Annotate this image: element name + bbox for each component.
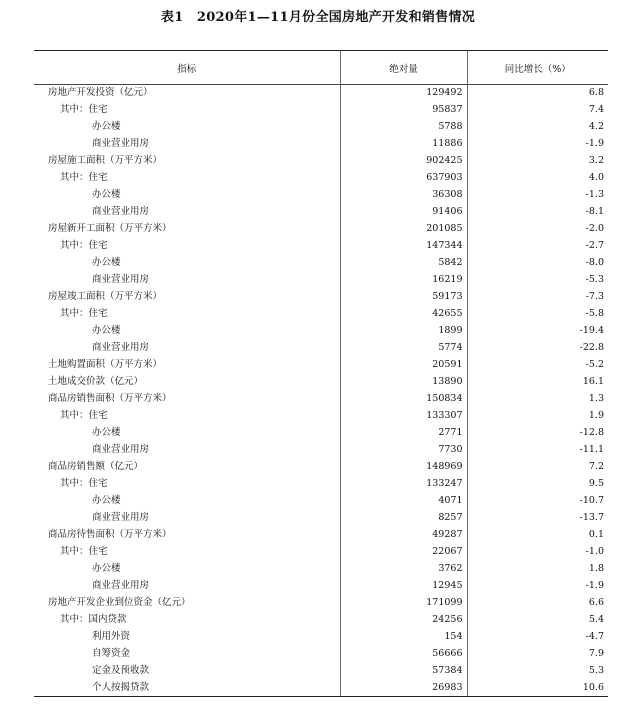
table-row [34,493,608,510]
row-growth-value: 1.9 [467,408,608,425]
table-row [34,629,608,646]
row-absolute-value: 637903 [340,170,467,187]
row-label: 其中：国内贷款 [60,614,127,625]
row-label: 其中：住宅 [60,410,108,421]
real-estate-table [34,50,608,697]
table-row [34,476,608,493]
row-growth-value: 5.3 [467,663,608,680]
table-row [34,170,608,187]
row-growth-value: 9.5 [467,476,608,493]
row-growth-value: -1.0 [467,544,608,561]
row-absolute-value: 7730 [340,442,467,459]
row-label: 房地产开发企业到位资金（亿元） [48,597,191,608]
row-growth-value: 6.8 [467,85,608,102]
row-absolute-value: 129492 [340,85,467,102]
row-absolute-value: 57384 [340,663,467,680]
table-row [34,204,608,221]
table-row [34,391,608,408]
row-growth-value: -10.7 [467,493,608,510]
row-label: 商业营业用房 [92,206,150,217]
row-label: 土地购置面积（万平方米） [48,359,163,370]
row-label: 商业营业用房 [92,138,150,149]
row-label: 办公楼 [92,495,121,506]
row-label: 其中：住宅 [60,546,108,557]
row-absolute-value: 902425 [340,153,467,170]
row-absolute-value: 20591 [340,357,467,374]
row-absolute-value: 36308 [340,187,467,204]
row-growth-value: -12.8 [467,425,608,442]
row-growth-value: -22.8 [467,340,608,357]
row-growth-value: 5.4 [467,612,608,629]
table-row [34,357,608,374]
table-header-row [34,51,608,85]
row-absolute-value: 49287 [340,527,467,544]
row-label: 办公楼 [92,563,121,574]
row-absolute-value: 2771 [340,425,467,442]
row-absolute-value: 147344 [340,238,467,255]
table-row [34,323,608,340]
table-row [34,85,608,102]
row-growth-value: -1.9 [467,578,608,595]
row-growth-value: -8.0 [467,255,608,272]
row-growth-value: 7.9 [467,646,608,663]
table-row [34,102,608,119]
header-absolute: 绝对量 [340,51,467,85]
table-row [34,119,608,136]
row-absolute-value: 8257 [340,510,467,527]
row-absolute-value: 5842 [340,255,467,272]
table-row [34,527,608,544]
row-absolute-value: 42655 [340,306,467,323]
row-absolute-value: 201085 [340,221,467,238]
row-absolute-value: 1899 [340,323,467,340]
row-growth-value: 7.4 [467,102,608,119]
row-growth-value: 1.8 [467,561,608,578]
table-body [34,85,608,697]
row-absolute-value: 11886 [340,136,467,153]
header-indicator: 指标 [34,51,340,85]
row-absolute-value: 3762 [340,561,467,578]
row-absolute-value: 26983 [340,680,467,697]
row-growth-value: -2.0 [467,221,608,238]
row-growth-value: -5.8 [467,306,608,323]
row-label: 房地产开发投资（亿元） [48,87,153,99]
row-absolute-value: 16219 [340,272,467,289]
row-growth-value: 7.2 [467,459,608,476]
table-row [34,595,608,612]
row-absolute-value: 13890 [340,374,467,391]
row-growth-value: 4.2 [467,119,608,136]
table-row [34,578,608,595]
table-row [34,442,608,459]
table-row [34,255,608,272]
table-row [34,374,608,391]
table-row [34,544,608,561]
row-growth-value: 1.3 [467,391,608,408]
row-label: 利用外资 [92,631,131,642]
row-growth-value: -19.4 [467,323,608,340]
row-absolute-value: 150834 [340,391,467,408]
table-row [34,272,608,289]
row-label: 办公楼 [92,189,121,200]
table-row [34,153,608,170]
table-row [34,510,608,527]
row-absolute-value: 91406 [340,204,467,221]
row-absolute-value: 133247 [340,476,467,493]
row-label: 商业营业用房 [92,580,150,591]
row-label: 商业营业用房 [92,444,150,455]
row-absolute-value: 133307 [340,408,467,425]
row-label: 个人按揭贷款 [34,680,340,697]
row-absolute-value: 5788 [340,119,467,136]
row-growth-value: -4.7 [467,629,608,646]
row-label: 自筹资金 [92,648,131,659]
row-growth-value: -1.9 [467,136,608,153]
row-label: 房屋施工面积（万平方米） [48,155,163,166]
row-label: 定金及预收款 [92,665,150,676]
row-label: 商业营业用房 [92,512,150,523]
row-growth-value: -13.7 [467,510,608,527]
row-absolute-value: 56666 [340,646,467,663]
row-absolute-value: 95837 [340,102,467,119]
header-growth: 同比增长（%） [467,51,608,85]
table-row [34,612,608,629]
row-label: 其中：住宅 [60,478,108,489]
row-label: 房屋竣工面积（万平方米） [48,291,163,302]
table-row [34,680,608,697]
table-row [34,408,608,425]
row-label: 办公楼 [92,257,121,268]
table-title: 表1 2020年1—11月份全国房地产开发和销售情况 [160,10,476,25]
row-label: 商业营业用房 [92,274,150,285]
table-row [34,136,608,153]
table-row [34,663,608,680]
row-growth-value: 3.2 [467,153,608,170]
row-label: 商品房销售面积（万平方米） [48,393,172,404]
row-absolute-value: 148969 [340,459,467,476]
row-growth-value: 16.1 [467,374,608,391]
table-row [34,306,608,323]
row-growth-value: 4.0 [467,170,608,187]
row-absolute-value: 4071 [340,493,467,510]
row-growth-value: -5.3 [467,272,608,289]
row-absolute-value: 154 [340,629,467,646]
row-label: 商业营业用房 [92,342,150,353]
row-growth-value: -7.3 [467,289,608,306]
row-growth-value: -11.1 [467,442,608,459]
table-row [34,238,608,255]
row-growth-value: -5.2 [467,357,608,374]
row-label: 办公楼 [92,325,121,336]
row-growth-value: -8.1 [467,204,608,221]
row-label: 房屋新开工面积（万平方米） [48,223,172,234]
row-label: 其中：住宅 [60,308,108,319]
row-absolute-value: 12945 [340,578,467,595]
row-growth-value: -1.3 [467,187,608,204]
row-growth-value: 0.1 [467,527,608,544]
table-row [34,221,608,238]
table-row [34,187,608,204]
table-row [34,340,608,357]
row-growth-value: 10.6 [467,680,608,697]
row-absolute-value: 59173 [340,289,467,306]
table-row [34,425,608,442]
row-label: 土地成交价款（亿元） [48,376,144,387]
row-absolute-value: 171099 [340,595,467,612]
table-row [34,289,608,306]
row-growth-value: -2.7 [467,238,608,255]
row-absolute-value: 5774 [340,340,467,357]
row-label: 商品房待售面积（万平方米） [48,529,172,540]
row-label: 办公楼 [92,427,121,438]
row-growth-value: 6.6 [467,595,608,612]
table-row [34,561,608,578]
row-label: 商品房销售额（亿元） [48,461,144,472]
row-label: 办公楼 [92,121,121,132]
table-row [34,646,608,663]
table-row [34,459,608,476]
row-label: 其中：住宅 [60,104,108,115]
row-absolute-value: 22067 [340,544,467,561]
row-label: 其中：住宅 [60,240,108,251]
row-absolute-value: 24256 [340,612,467,629]
row-label: 其中：住宅 [60,172,108,183]
